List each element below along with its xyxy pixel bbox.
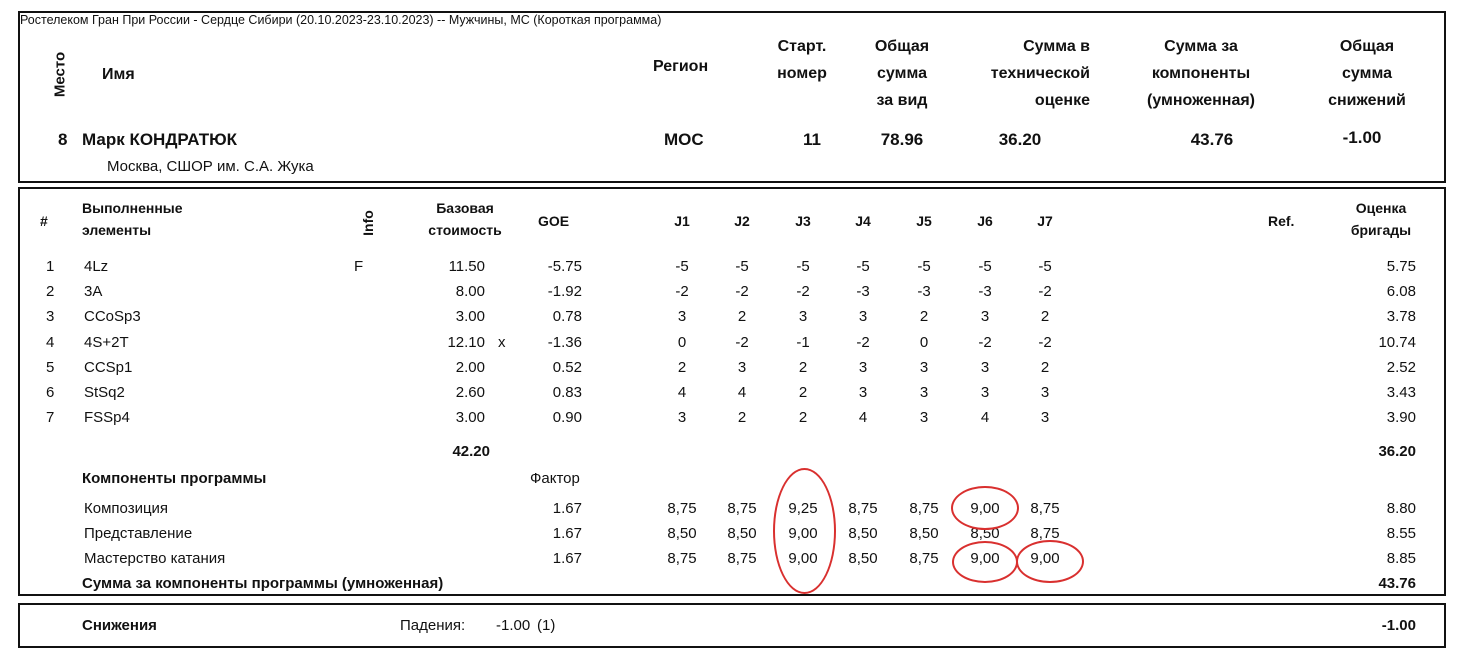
deductions-label: Снижения <box>82 617 157 634</box>
element-base-value: 2.00 <box>455 358 485 376</box>
judge-header-4: J4 <box>855 213 871 229</box>
judge-header-5: J5 <box>916 213 932 229</box>
element-goe: -1.92 <box>547 283 582 301</box>
component-judge-4-score: 8,50 <box>848 550 878 567</box>
component-judge-1-score: 8,75 <box>667 500 697 517</box>
element-number: 6 <box>46 384 55 401</box>
element-judge-6-score: 3 <box>980 358 990 376</box>
element-judge-7-score: -2 <box>1038 333 1052 351</box>
component-factor: 1.67 <box>552 500 582 517</box>
element-judge-7-score: 2 <box>1040 308 1050 326</box>
element-judge-4-score: -5 <box>856 258 870 275</box>
element-judge-4-score: 4 <box>858 409 868 427</box>
component-judge-7-score: 9,00 <box>1030 550 1060 567</box>
component-judge-1-score: 8,50 <box>667 525 697 542</box>
element-judge-4-score: 3 <box>858 358 868 376</box>
element-goe: 0.90 <box>552 409 582 427</box>
component-judge-2-score: 8,75 <box>727 500 757 517</box>
falls-count: (1) <box>537 617 556 634</box>
component-judge-2-score: 8,50 <box>727 525 757 542</box>
tes-total: 36.20 <box>1378 443 1416 460</box>
element-goe: -5.75 <box>547 258 582 275</box>
base-value-header: Базовая стоимость <box>428 200 502 238</box>
element-judge-1-score: -2 <box>675 283 689 301</box>
element-judge-2-score: 4 <box>737 384 747 401</box>
element-judge-6-score: 3 <box>980 308 990 326</box>
element-judge-6-score: -3 <box>978 283 992 301</box>
element-panel-score: 6.08 <box>1386 283 1416 301</box>
element-judge-4-score: 3 <box>858 384 868 401</box>
element-base-value: 8.00 <box>455 283 485 301</box>
element-judge-3-score: -2 <box>796 283 810 301</box>
element-judge-2-score: 2 <box>737 308 747 326</box>
element-judge-5-score: 3 <box>919 384 929 401</box>
component-judge-5-score: 8,75 <box>909 500 939 517</box>
element-judge-4-score: -2 <box>856 333 870 351</box>
judge-header-7: J7 <box>1037 213 1053 229</box>
element-number: 2 <box>46 283 55 301</box>
element-name: StSq2 <box>84 384 125 401</box>
element-number: 7 <box>46 409 55 427</box>
annotation-circle-j7-skating-skills <box>1016 540 1084 583</box>
skater-tes: 36.20 <box>998 130 1042 149</box>
component-score: 8.55 <box>1386 525 1416 542</box>
element-name: 4S+2T <box>84 333 129 351</box>
skater-pcs: 43.76 <box>1190 130 1234 149</box>
element-goe: 0.52 <box>552 358 582 376</box>
components-sum-value: 43.76 <box>1378 575 1416 592</box>
element-judge-1-score: 3 <box>677 308 687 326</box>
skater-club: Москва, СШОР им. С.А. Жука <box>107 158 314 175</box>
num-header: # <box>40 213 48 229</box>
element-panel-score: 3.43 <box>1386 384 1416 401</box>
deductions-box <box>18 603 1446 648</box>
element-name: CCSp1 <box>84 358 133 376</box>
element-judge-6-score: -2 <box>978 333 992 351</box>
component-name: Представление <box>84 525 193 542</box>
element-judge-6-score: 3 <box>980 384 990 401</box>
skater-name: Марк КОНДРАТЮК <box>82 130 237 149</box>
element-number: 3 <box>46 308 55 326</box>
element-judge-2-score: -5 <box>735 258 749 275</box>
factor-header: Фактор <box>530 470 580 487</box>
element-goe: 0.83 <box>552 384 582 401</box>
component-factor: 1.67 <box>552 550 582 567</box>
goe-header: GOE <box>538 213 570 229</box>
executed-elements-header: Выполненные элементы <box>82 200 183 238</box>
element-judge-4-score: -3 <box>856 283 870 301</box>
element-judge-2-score: -2 <box>735 283 749 301</box>
info-header: Info <box>360 210 376 236</box>
judge-header-1: J1 <box>674 213 690 229</box>
element-judge-7-score: -5 <box>1038 258 1052 275</box>
component-judge-4-score: 8,50 <box>848 525 878 542</box>
element-judge-3-score: 2 <box>798 409 808 427</box>
element-judge-5-score: 2 <box>919 308 929 326</box>
component-judge-3-score: 9,00 <box>788 525 818 542</box>
element-judge-7-score: 3 <box>1040 384 1050 401</box>
component-name: Композиция <box>84 500 169 517</box>
deductions-header: Общая сумма снижений <box>1328 38 1406 109</box>
component-score: 8.80 <box>1386 500 1416 517</box>
element-judge-2-score: -2 <box>735 333 749 351</box>
element-base-value: 11.50 <box>448 258 485 275</box>
element-judge-1-score: -5 <box>675 258 689 275</box>
annotation-circle-j6-composition <box>951 486 1019 530</box>
skater-place: 8 <box>58 130 68 149</box>
falls-label: Падения: <box>400 617 466 634</box>
falls-value: -1.00 <box>496 617 531 634</box>
skater-deductions: -1.00 <box>1342 128 1382 147</box>
element-judge-3-score: 2 <box>798 358 808 376</box>
event-title: Ростелеком Гран При России - Сердце Сибири (20.10.2023-23.10.2023) -- Мужчины, МС (Короткая программа) <box>20 13 662 27</box>
component-judge-5-score: 8,50 <box>909 525 939 542</box>
component-score: 8.85 <box>1386 550 1416 567</box>
element-judge-3-score: 3 <box>798 308 808 326</box>
element-judge-1-score: 4 <box>677 384 687 401</box>
element-judge-6-score: -5 <box>978 258 992 275</box>
element-name: FSSp4 <box>84 409 130 427</box>
element-judge-3-score: 2 <box>798 384 808 401</box>
skater-start-number: 11 <box>803 130 821 149</box>
region-header: Регион <box>653 58 709 75</box>
annotation-circle-j3-components <box>773 468 836 594</box>
components-title: Компоненты программы <box>82 470 267 487</box>
element-judge-1-score: 3 <box>677 409 687 427</box>
ref-header: Ref. <box>1268 213 1295 229</box>
component-judge-6-score: 9,00 <box>970 500 1000 517</box>
panel-score-header: Оценка бригады <box>1350 200 1412 238</box>
element-judge-1-score: 0 <box>677 333 687 351</box>
element-panel-score: 5.75 <box>1386 258 1416 275</box>
element-name: 4Lz <box>84 258 109 275</box>
element-judge-2-score: 2 <box>737 409 747 427</box>
element-goe: -1.36 <box>547 333 582 351</box>
judge-header-3: J3 <box>795 213 811 229</box>
element-judge-3-score: -1 <box>796 333 810 351</box>
deductions-total: -1.00 <box>1381 617 1416 634</box>
component-judge-2-score: 8,75 <box>727 550 757 567</box>
element-name: CCoSp3 <box>84 308 141 326</box>
pcs-header: Сумма за компоненты (умноженная) <box>1147 38 1255 109</box>
element-base-value: 3.00 <box>455 409 485 427</box>
component-judge-6-score: 9,00 <box>970 550 1000 567</box>
element-panel-score: 3.78 <box>1386 308 1416 326</box>
base-total: 42.20 <box>452 443 490 460</box>
element-judge-5-score: -5 <box>917 258 931 275</box>
element-base-value: 3.00 <box>455 308 485 326</box>
element-judge-5-score: 0 <box>919 333 929 351</box>
element-name: 3A <box>84 283 103 301</box>
start-number-header: Старт. номер <box>777 38 827 82</box>
element-base-value: 2.60 <box>455 384 485 401</box>
component-factor: 1.67 <box>552 525 582 542</box>
element-info: F <box>354 258 364 275</box>
element-panel-score: 2.52 <box>1386 358 1416 376</box>
total-segment-header: Общая сумма за вид <box>874 38 930 109</box>
element-judge-5-score: -3 <box>917 283 931 301</box>
judge-header-6: J6 <box>977 213 993 229</box>
component-judge-4-score: 8,75 <box>848 500 878 517</box>
tes-header: Сумма в технической оценке <box>990 38 1090 109</box>
component-judge-7-score: 8,75 <box>1030 500 1060 517</box>
element-judge-7-score: -2 <box>1038 283 1052 301</box>
element-judge-5-score: 3 <box>919 409 929 427</box>
element-goe: 0.78 <box>552 308 582 326</box>
element-judge-1-score: 2 <box>677 358 687 376</box>
skater-total-segment: 78.96 <box>880 130 924 149</box>
component-judge-5-score: 8,75 <box>909 550 939 567</box>
component-judge-1-score: 8,75 <box>667 550 697 567</box>
judge-header-2: J2 <box>734 213 750 229</box>
element-base-value: 12.10 <box>447 333 485 351</box>
element-number: 5 <box>46 358 55 376</box>
element-judge-7-score: 2 <box>1040 358 1050 376</box>
component-judge-7-score: 8,75 <box>1030 525 1060 542</box>
skater-region: MOC <box>664 130 704 149</box>
element-number: 4 <box>46 333 55 351</box>
element-judge-5-score: 3 <box>919 358 929 376</box>
component-judge-6-score: 8,50 <box>970 525 1000 542</box>
element-judge-3-score: -5 <box>796 258 810 275</box>
element-panel-score: 3.90 <box>1386 409 1416 427</box>
element-judge-6-score: 4 <box>980 409 990 427</box>
element-judge-4-score: 3 <box>858 308 868 326</box>
component-name: Мастерство катания <box>84 550 226 567</box>
place-header: Место <box>51 51 69 98</box>
element-judge-2-score: 3 <box>737 358 747 376</box>
element-panel-score: 10.74 <box>1378 333 1416 351</box>
element-judge-7-score: 3 <box>1040 409 1050 427</box>
name-header: Имя <box>102 66 135 83</box>
components-sum-label: Сумма за компоненты программы (умноженная) <box>82 575 444 592</box>
element-number: 1 <box>46 258 55 275</box>
element-bonus-mark: x <box>498 333 506 351</box>
component-judge-3-score: 9,25 <box>788 500 818 517</box>
annotation-circle-j6-skating-skills <box>952 541 1018 583</box>
component-judge-3-score: 9,00 <box>788 550 818 567</box>
